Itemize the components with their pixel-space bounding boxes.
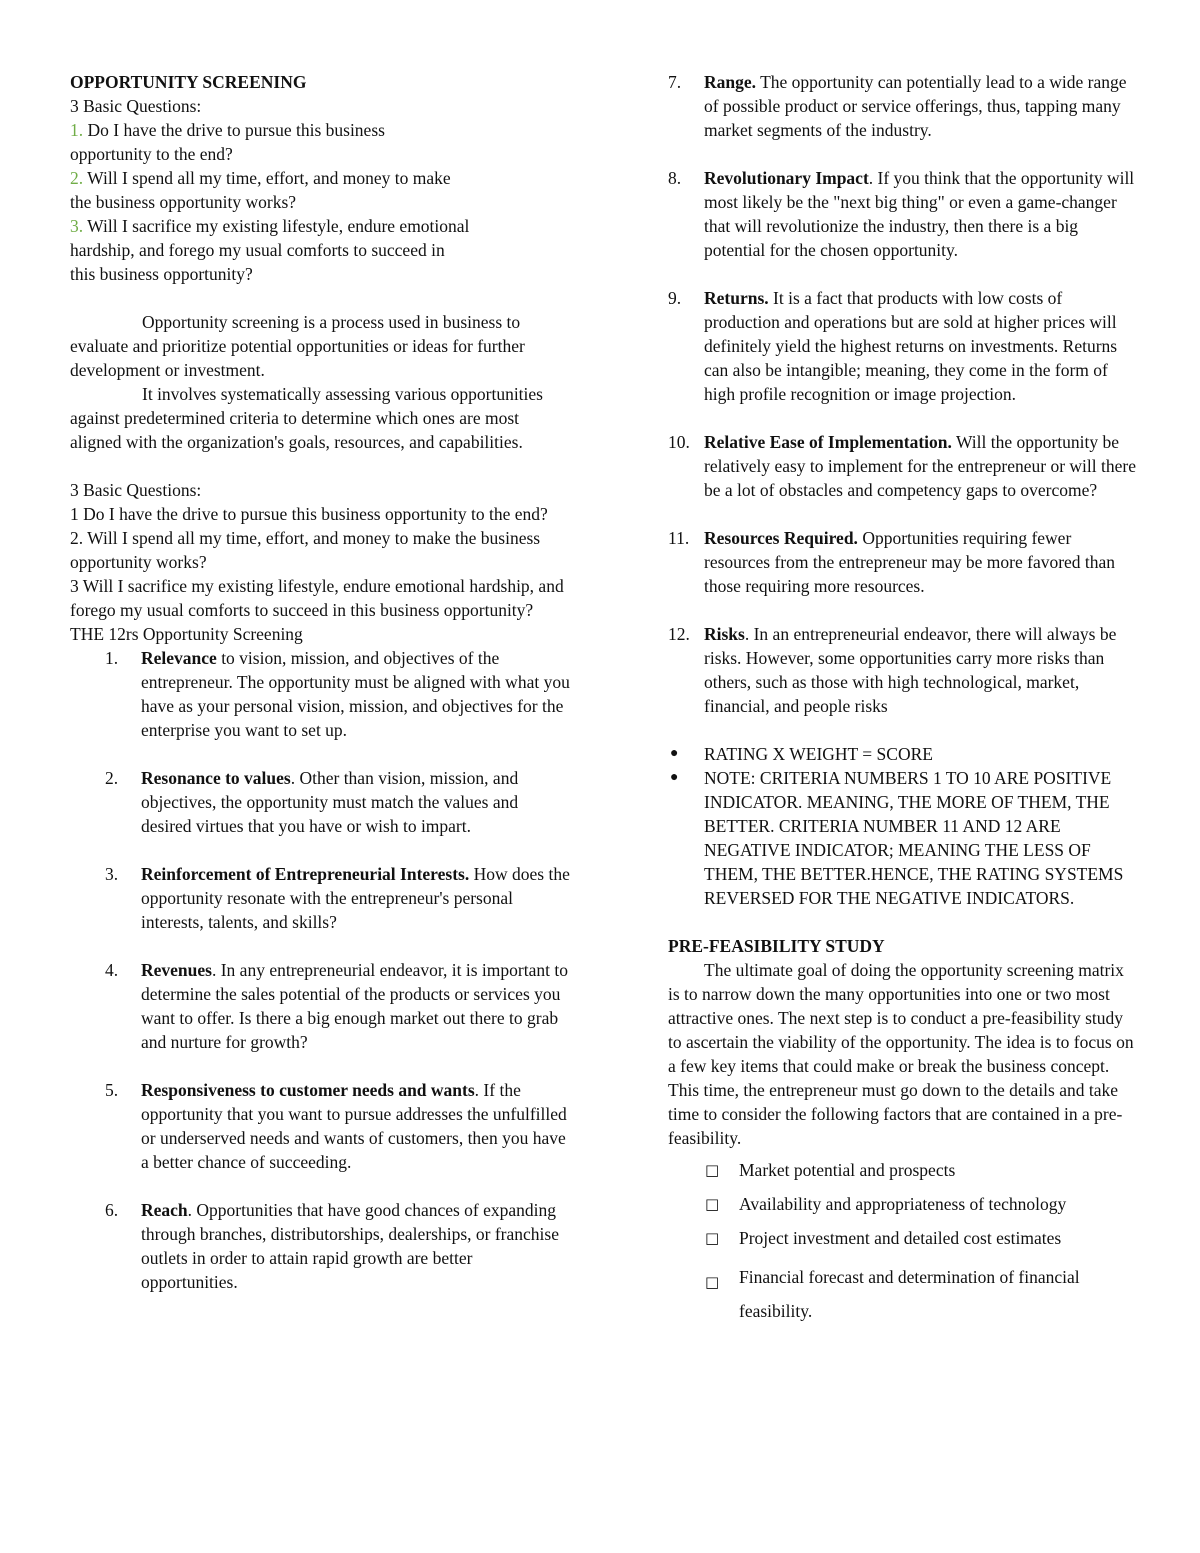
- right-column: [668, 70, 1138, 1338]
- scoring-notes: [668, 742, 1138, 910]
- criteria-term: Responsiveness to customer needs and wants: [141, 1080, 475, 1100]
- factor-item: □ Market potential and prospects: [705, 1160, 956, 1180]
- checkbox-icon: □: [705, 1161, 720, 1179]
- factor-item: □ Availability and appropriateness of technology: [705, 1194, 1067, 1214]
- definition-paragraph: Opportunity screening is a process used in business to evaluate and prioritize potential opportunities or ideas for further development or investment.: [70, 312, 525, 380]
- question-1: 1. Do I have the drive to pursue this business: [70, 120, 385, 140]
- criteria-list-right: [668, 70, 1138, 718]
- bullet-dot-icon: ●: [670, 746, 679, 761]
- question-3: 3. Will I sacrifice my existing lifestyle, endure emotional: [70, 216, 470, 236]
- question-3-cont: hardship, and forego my usual comforts to succeed in: [70, 240, 445, 260]
- criteria-item: 4. Revenues. In any entrepreneurial endeavor, it is important to determine the sales potential of the products or services you want to offer. Is there a big enough market out there to grab and nurture for growth?: [105, 960, 568, 1052]
- bullet-item: ● RATING X WEIGHT = SCORE: [670, 744, 933, 764]
- criteria-item: 2. Resonance to values. Other than vision, mission, and objectives, the opportunity must match the values and desired virtues that you have or wish to impart.: [105, 768, 519, 836]
- criteria-list-left: [70, 646, 570, 1294]
- criteria-item: 7. Range. The opportunity can potentially lead to a wide range of possible product or service offerings, thus, tapping many market segments of the industry.: [668, 72, 1127, 140]
- criteria-term: Revolutionary Impact: [704, 168, 869, 188]
- criteria-item: 12. Risks. In an entrepreneurial endeavor, there will always be risks. However, some opportunities carry more risks than others, such as those with high technological, market, financial, and people risks: [668, 624, 1117, 716]
- criteria-item: 3. Reinforcement of Entrepreneurial Interests. How does the opportunity resonate with the entrepreneur's personal interests, talents, and skills?: [105, 864, 570, 932]
- criteria-item: 9. Returns. It is a fact that products with low costs of production and operations but are sold at higher prices will definitely yield the highest returns on investments. Returns can also be intangible; meaning, they come in the form of high profile recognition or image projection.: [668, 288, 1118, 404]
- factor-item: □ Financial forecast and determination of financial feasibility.: [705, 1267, 1080, 1321]
- criteria-term: Resonance to values: [141, 768, 291, 788]
- criteria-item: 1. Relevance to vision, mission, and objectives of the entrepreneur. The opportunity must be aligned with what you have as your personal vision, mission, and objectives for the enterprise you want to set up.: [105, 648, 570, 740]
- questions-heading: 3 Basic Questions:: [70, 480, 202, 500]
- criteria-item: 6. Reach. Opportunities that have good chances of expanding through branches, distributorships, dealerships, or franchise outlets in order to attain rapid growth are better opportunities.: [105, 1200, 559, 1292]
- checkbox-icon: □: [705, 1273, 720, 1291]
- criteria-item: 8. Revolutionary Impact. If you think that the opportunity will most likely be the "next big thing" or even a game-changer that will revolutionize the industry, then there is a big potential for the chosen opportunity.: [668, 168, 1135, 260]
- prefeasibility-title: PRE-FEASIBILITY STUDY: [668, 936, 885, 956]
- definition-paragraph: It involves systematically assessing various opportunities against predetermined criteria to determine which ones are most aligned with the organization's goals, resources, and capabilities.: [70, 384, 543, 452]
- factor-item: □ Project investment and detailed cost estimates: [705, 1228, 1062, 1248]
- question-repeat: 2. Will I spend all my time, effort, and money to make the business opportunity works?: [70, 528, 541, 572]
- question-3-cont: this business opportunity?: [70, 264, 253, 284]
- question-number: 3.: [70, 216, 84, 236]
- prefeasibility-paragraph: The ultimate goal of doing the opportunity screening matrix is to narrow down the many opportunities into one or two most attractive ones. The next step is to conduct a pre-feasibility study to ascertain the viability of the opportunity. The idea is to focus on a few key items that could make or break the business concept. This time, the entrepreneur must go down to the details and take time to consider the following factors that are contained in a pre-feasibility.: [668, 960, 1134, 1148]
- bullet-dot-icon: ●: [670, 770, 679, 785]
- section-title: OPPORTUNITY SCREENING: [70, 72, 307, 92]
- criteria-term: Relevance: [141, 648, 217, 668]
- left-column: [70, 70, 570, 1294]
- question-2: 2. Will I spend all my time, effort, and money to make: [70, 168, 451, 188]
- checkbox-icon: □: [705, 1195, 720, 1213]
- question-2-cont: the business opportunity works?: [70, 192, 297, 212]
- checkbox-icon: □: [705, 1229, 720, 1247]
- question-repeat: 1 Do I have the drive to pursue this business opportunity to the end?: [70, 504, 548, 524]
- bullet-item: ● NOTE: CRITERIA NUMBERS 1 TO 10 ARE POSITIVE INDICATOR. MEANING, THE MORE OF THEM, THE BETTER. CRITERIA NUMBER 11 AND 12 ARE NEGATIVE INDICATOR; MEANING THE LESS OF THEM, THE BETTER.HENCE, THE RATING SYSTEMS REVERSED FOR THE NEGATIVE INDICATORS.: [670, 768, 1124, 908]
- factor-list: [668, 1158, 1138, 1328]
- criteria-term: Resources Required.: [704, 528, 858, 548]
- question-number: 1.: [70, 120, 84, 140]
- question-number: 2.: [70, 168, 84, 188]
- criteria-term: Range.: [704, 72, 757, 92]
- criteria-term: Relative Ease of Implementation.: [704, 432, 952, 452]
- criteria-term: Reach: [141, 1200, 188, 1220]
- question-repeat: 3 Will I sacrifice my existing lifestyle, endure emotional hardship, and forego my usual comforts to succeed in this business opportunity?: [70, 576, 564, 620]
- criteria-term: Returns.: [704, 288, 769, 308]
- criteria-term: Risks: [704, 624, 745, 644]
- criteria-term: Revenues: [141, 960, 212, 980]
- criteria-item: 10. Relative Ease of Implementation. Will the opportunity be relatively easy to implement for the entrepreneur or will there be a lot of obstacles and competency gaps to overcome?: [668, 432, 1136, 500]
- questions-heading: 3 Basic Questions:: [70, 96, 202, 116]
- twelve-rs-heading: THE 12rs Opportunity Screening: [70, 624, 303, 644]
- criteria-item: 5. Responsiveness to customer needs and wants. If the opportunity that you want to pursue addresses the unfulfilled or underserved needs and wants of customers, then you have a better chance of succeeding.: [105, 1080, 567, 1172]
- question-1-cont: opportunity to the end?: [70, 144, 233, 164]
- criteria-term: Reinforcement of Entrepreneurial Interests.: [141, 864, 470, 884]
- criteria-item: 11. Resources Required. Opportunities requiring fewer resources from the entrepreneur may be more favored than those requiring more resources.: [668, 528, 1116, 596]
